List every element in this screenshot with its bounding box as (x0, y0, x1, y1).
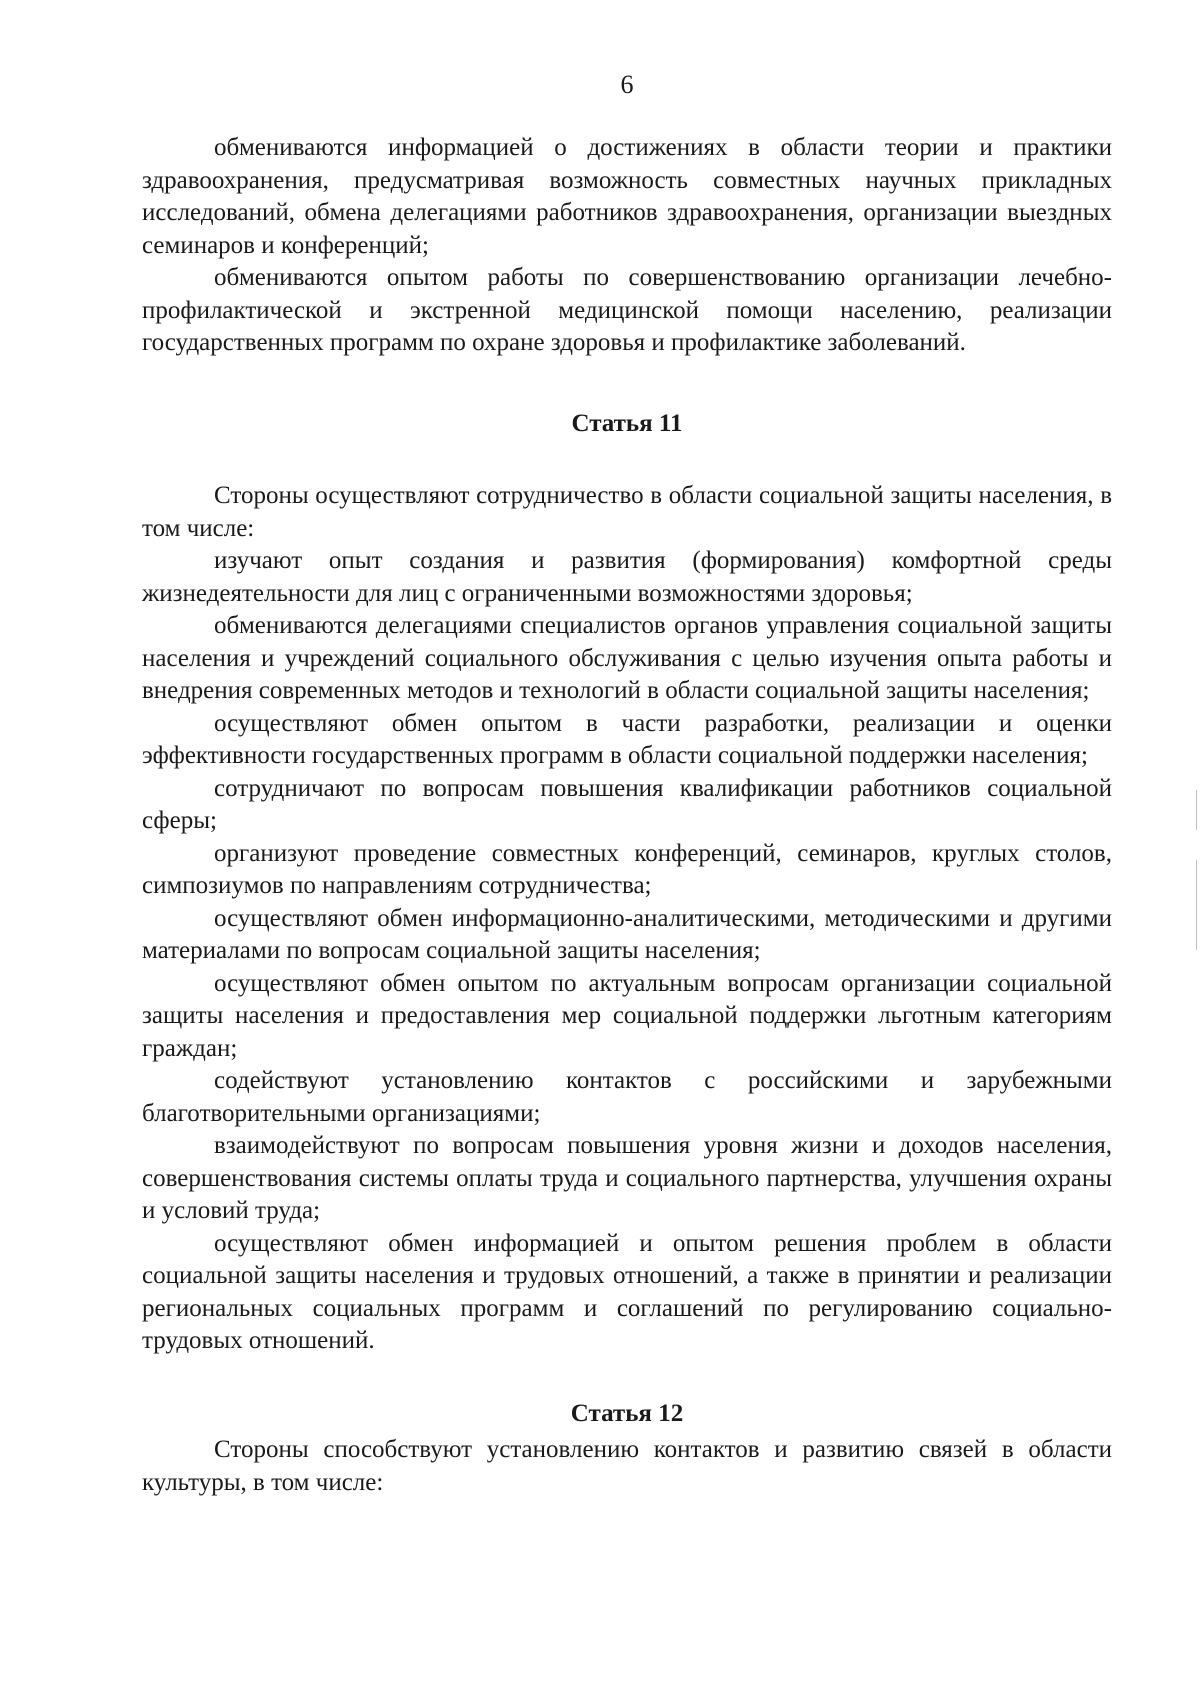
paragraph: Стороны осуществляют сотрудничество в области социальной защиты населения, в том числе: (142, 482, 1112, 542)
scan-edge-mark (1196, 790, 1197, 830)
paragraph: осуществляют обмен информационно-аналитическими, методическими и другими материалами по вопросам социальной защиты населения; (142, 904, 1112, 964)
paragraph: содействуют установлению контактов с российскими и зарубежными благотворительными организациями; (142, 1067, 1112, 1127)
article-11-heading: Статья 11 (571, 409, 683, 437)
paragraph: осуществляют обмен информацией и опытом решения проблем в области социальной защиты населения и трудовых отношений, а также в принятии и реализации региональных социальных программ и соглашений по регулированию социально-трудовых отношений. (142, 1229, 1112, 1354)
article-12-heading: Статья 12 (570, 1399, 684, 1427)
paragraph: изучают опыт создания и развития (формирования) комфортной среды жизнедеятельности для лиц с ограниченными возможностями здоровья; (142, 547, 1112, 607)
paragraph: сотрудничают по вопросам повышения квалификации работников социальной сферы; (142, 774, 1112, 834)
paragraph: обмениваются информацией о достижениях в области теории и практики здравоохранения, предусматривая возможность совместных научных прикладных исследований, обмена делегациями работников здравоохранения, организации выездных семинаров и конференций; (142, 134, 1112, 259)
paragraph: осуществляют обмен опытом по актуальным вопросам организации социальной защиты населения и предоставления мер социальной поддержки льготным категориям граждан; (142, 969, 1112, 1062)
document-page (142, 70, 1112, 1499)
scan-edge-mark (1196, 860, 1197, 950)
paragraph: обмениваются опытом работы по совершенствованию организации лечебно-профилактической и экстренной медицинской помощи населению, реализации государственных программ по охране здоровья и профилактике заболеваний. (142, 264, 1112, 356)
paragraph: Стороны способствуют установлению контактов и развитию связей в области культуры, в том числе: (142, 1436, 1112, 1496)
paragraph: обмениваются делегациями специалистов органов управления социальной защиты населения и учреждений социального обслуживания с целью изучения опыта работы и внедрения современных методов и технологий в области социальной защиты населения; (142, 612, 1112, 704)
paragraph: осуществляют обмен опытом в части разработки, реализации и оценки эффективности государственных программ в области социальной поддержки населения; (142, 709, 1112, 769)
paragraph: взаимодействуют по вопросам повышения уровня жизни и доходов населения, совершенствования системы оплаты труда и социального партнерства, улучшения охраны и условий труда; (142, 1132, 1112, 1224)
page-number: 6 (620, 70, 634, 99)
paragraph: организуют проведение совместных конференций, семинаров, круглых столов, симпозиумов по направлениям сотрудничества; (142, 839, 1112, 899)
